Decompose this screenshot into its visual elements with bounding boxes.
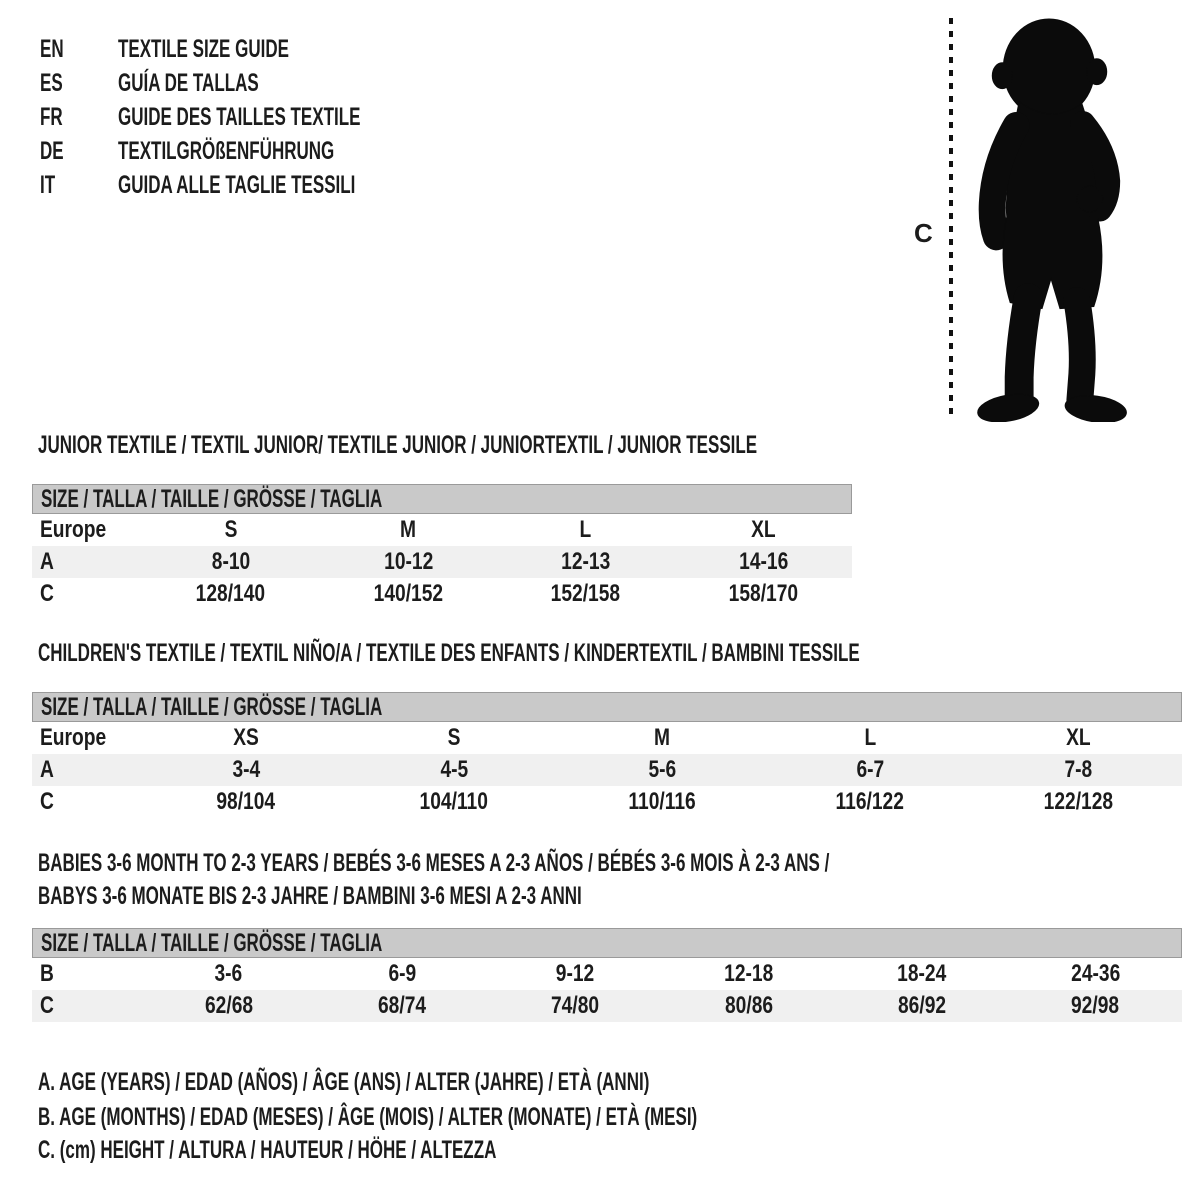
size-cell: 68/74 [377,992,427,1019]
babies-size-table [32,928,1182,1022]
size-cell: XL [750,516,776,543]
language-row [40,100,475,134]
table-row [32,722,1182,754]
size-cell: 9-12 [556,960,595,987]
row-label: C [40,580,54,607]
row-label: A [40,756,54,783]
size-table-header: SIZE / TALLA / TAILLE / GRÖSSE / TAGLIA [32,692,1182,722]
size-cell: 3-6 [214,960,243,987]
language-label: GUIDE DES TAILLES TEXTILE [118,102,361,131]
row-label: A [40,548,54,575]
children-section-title: CHILDREN'S TEXTILE / TEXTIL NIÑO/A / TEXTILE DES ENFANTS / KINDERTEXTIL / BAMBINI TESSILE [38,639,860,667]
language-code: EN [40,34,64,63]
row-label: C [40,788,54,815]
size-cell: 158/170 [728,580,798,607]
size-cell: XL [1065,724,1091,751]
table-row [32,754,1182,786]
size-cell: L [579,516,592,543]
size-cell: XS [233,724,259,751]
size-cell: 140/152 [373,580,443,607]
row-label: Europe [40,724,107,751]
size-cell: 152/158 [551,580,621,607]
language-label: TEXTILE SIZE GUIDE [118,34,289,63]
size-cell: 12-13 [561,548,611,575]
language-list [40,32,475,202]
babies-section-title-line1: BABIES 3-6 MONTH TO 2-3 YEARS / BEBÉS 3-6 MESES A 2-3 AÑOS / BÉBÉS 3-6 MOIS À 2-3 ANS / [38,849,830,877]
language-label: TEXTILGRÖßENFÜHRUNG [118,136,335,165]
language-label: GUÍA DE TALLAS [118,68,259,97]
size-cell: 62/68 [204,992,253,1019]
language-row [40,32,475,66]
size-cell: 3-4 [232,756,260,783]
size-cell: S [224,516,238,543]
size-cell: 92/98 [1071,992,1120,1019]
language-row [40,66,475,100]
table-row [32,514,852,546]
size-cell: 98/104 [216,788,276,815]
size-cell: 74/80 [551,992,600,1019]
size-cell: 18-24 [897,960,947,987]
size-cell: 4-5 [440,756,468,783]
language-code: FR [40,102,63,131]
junior-section-title: JUNIOR TEXTILE / TEXTIL JUNIOR/ TEXTILE JUNIOR / JUNIORTEXTIL / JUNIOR TESSILE [38,431,758,459]
row-label: C [40,992,54,1019]
size-cell: 80/86 [724,992,773,1019]
size-cell: M [400,516,417,543]
size-cell: 104/110 [419,788,489,815]
size-cell: 110/116 [628,788,696,815]
children-size-table [32,692,1182,818]
size-cell: 24-36 [1070,960,1120,987]
size-cell: 122/128 [1043,788,1113,815]
row-label: B [40,960,54,987]
size-cell: 14-16 [738,548,788,575]
toddler-silhouette [956,14,1146,422]
legend-line-b: B. AGE (MONTHS) / EDAD (MESES) / ÂGE (MOIS) / ALTER (MONATE) / ETÀ (MESI) [38,1103,698,1131]
size-cell: 7-8 [1064,756,1092,783]
row-label: Europe [40,516,107,543]
size-cell: M [654,724,670,751]
size-cell: 128/140 [196,580,266,607]
size-table-header: SIZE / TALLA / TAILLE / GRÖSSE / TAGLIA [32,928,1182,958]
size-cell: 8-10 [211,548,250,575]
language-row [40,134,475,168]
language-row [40,168,475,202]
size-cell: 116/122 [835,788,905,815]
table-row [32,546,852,578]
size-cell: 6-7 [856,756,884,783]
size-cell: 12-18 [724,960,774,987]
size-cell: 86/92 [897,992,946,1019]
junior-size-table [32,484,852,610]
size-table-header: SIZE / TALLA / TAILLE / GRÖSSE / TAGLIA [32,484,852,514]
babies-section-title-line2: BABYS 3-6 MONATE BIS 2-3 JAHRE / BAMBINI 3-6 MESI A 2-3 ANNI [38,882,582,910]
legend-line-a: A. AGE (YEARS) / EDAD (AÑOS) / ÂGE (ANS) / ALTER (JAHRE) / ETÀ (ANNI) [38,1068,650,1096]
language-code: IT [40,170,56,199]
table-row [32,786,1182,818]
language-label: GUIDA ALLE TAGLIE TESSILI [118,170,356,199]
table-row [32,990,1182,1022]
size-cell: S [447,724,461,751]
size-cell: 6-9 [388,960,416,987]
table-row [32,958,1182,990]
language-code: DE [40,136,64,165]
table-row [32,578,852,610]
language-code: ES [40,68,63,97]
legend-line-c: C. (cm) HEIGHT / ALTURA / HAUTEUR / HÖHE / ALTEZZA [38,1136,497,1164]
size-cell: 5-6 [648,756,676,783]
size-cell: L [864,724,876,751]
size-cell: 10-12 [383,548,433,575]
height-measure-line [949,18,953,416]
height-measure-label: C [914,218,933,248]
